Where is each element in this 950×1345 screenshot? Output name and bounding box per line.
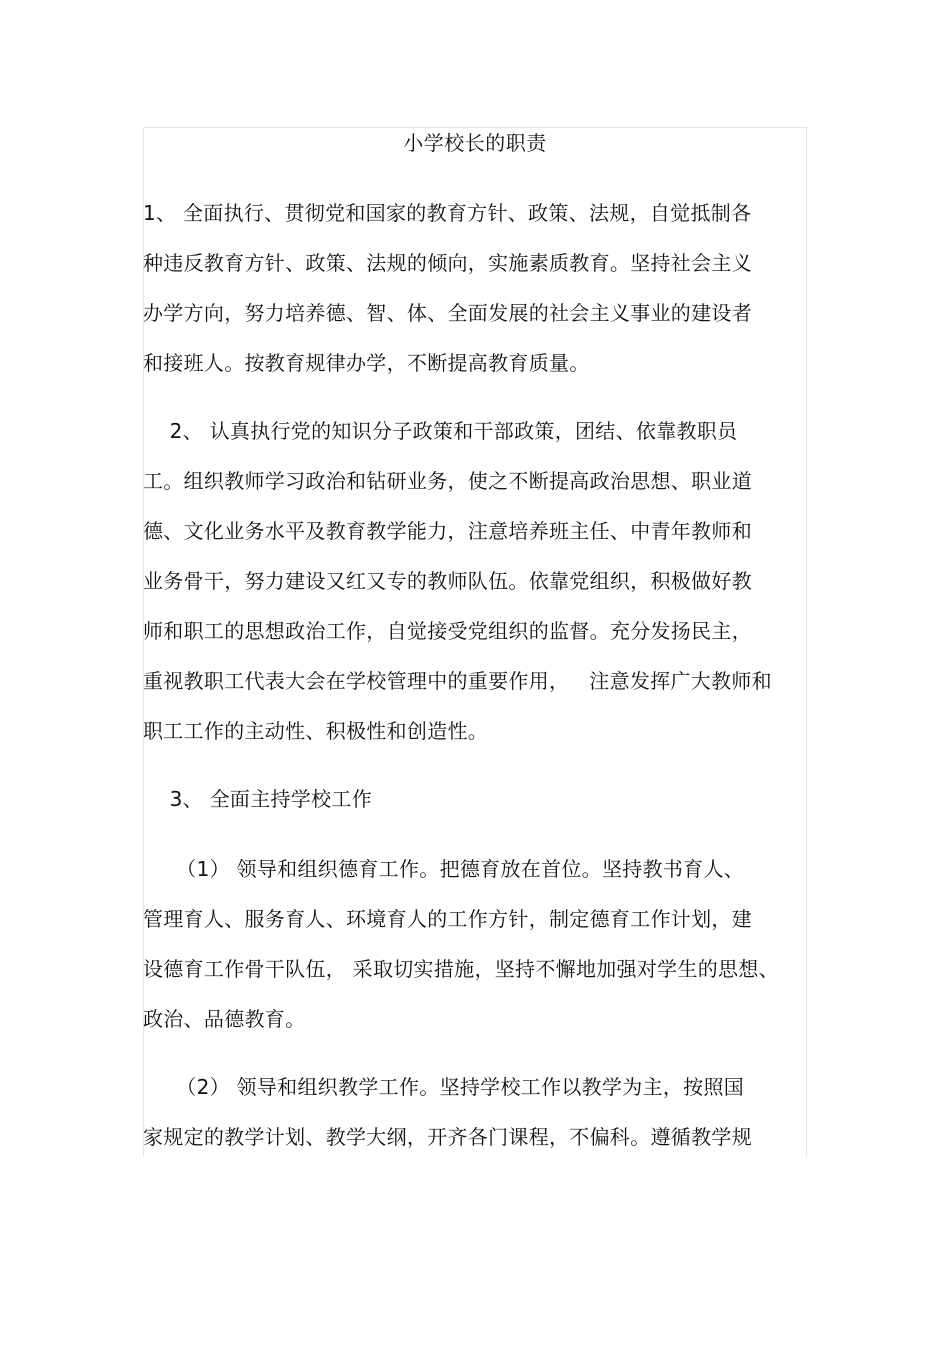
text-line-7: 德、文化业务水平及教育教学能力，注意培养班主任、中青年教师和 — [143, 519, 752, 543]
text-line-10: 重视教职工代表大会在学校管理中的重要作用， 注意发挥广大教师和 — [143, 669, 772, 693]
text-line-13: （1） 领导和组织德育工作。把德育放在首位。坚持教书育人、 — [143, 857, 745, 881]
text-line-18: 家规定的教学计划、教学大纲，开齐各门课程，不偏科。遵循教学规 — [143, 1125, 752, 1149]
text-line-11: 职工工作的主动性、积极性和创造性。 — [143, 719, 489, 743]
text-line-1: 1、 全面执行、贯彻党和国家的教育方针、政策、法规，自觉抵制各 — [143, 201, 752, 225]
text-line-6: 工。组织教师学习政治和钻研业务，使之不断提高政治思想、职业道 — [143, 469, 752, 493]
text-line-5: 2、 认真执行党的知识分子政策和干部政策，团结、依靠教职员 — [143, 419, 738, 443]
text-line-2: 种违反教育方针、政策、法规的倾向，实施素质教育。坚持社会主义 — [143, 251, 752, 275]
text-line-14: 管理育人、服务育人、环境育人的工作方针，制定德育工作计划，建 — [143, 907, 752, 931]
text-line-3: 办学方向，努力培养德、智、体、全面发展的社会主义事业的建设者 — [143, 301, 752, 325]
text-line-12: 3、 全面主持学校工作 — [143, 787, 373, 811]
text-line-4: 和接班人。按教育规律办学，不断提高教育质量。 — [143, 351, 590, 375]
text-line-16: 政治、品德教育。 — [143, 1007, 306, 1031]
text-line-9: 师和职工的思想政治工作，自觉接受党组织的监督。充分发扬民主， — [143, 619, 752, 643]
document-title: 小学校长的职责 — [403, 131, 547, 155]
text-line-15: 设德育工作骨干队伍， 采取切实措施，坚持不懈地加强对学生的思想、 — [143, 957, 779, 981]
text-line-8: 业务骨干，努力建设又红又专的教师队伍。依靠党组织，积极做好教 — [143, 569, 752, 593]
text-line-17: （2） 领导和组织教学工作。坚持学校工作以教学为主，按照国 — [143, 1075, 745, 1099]
